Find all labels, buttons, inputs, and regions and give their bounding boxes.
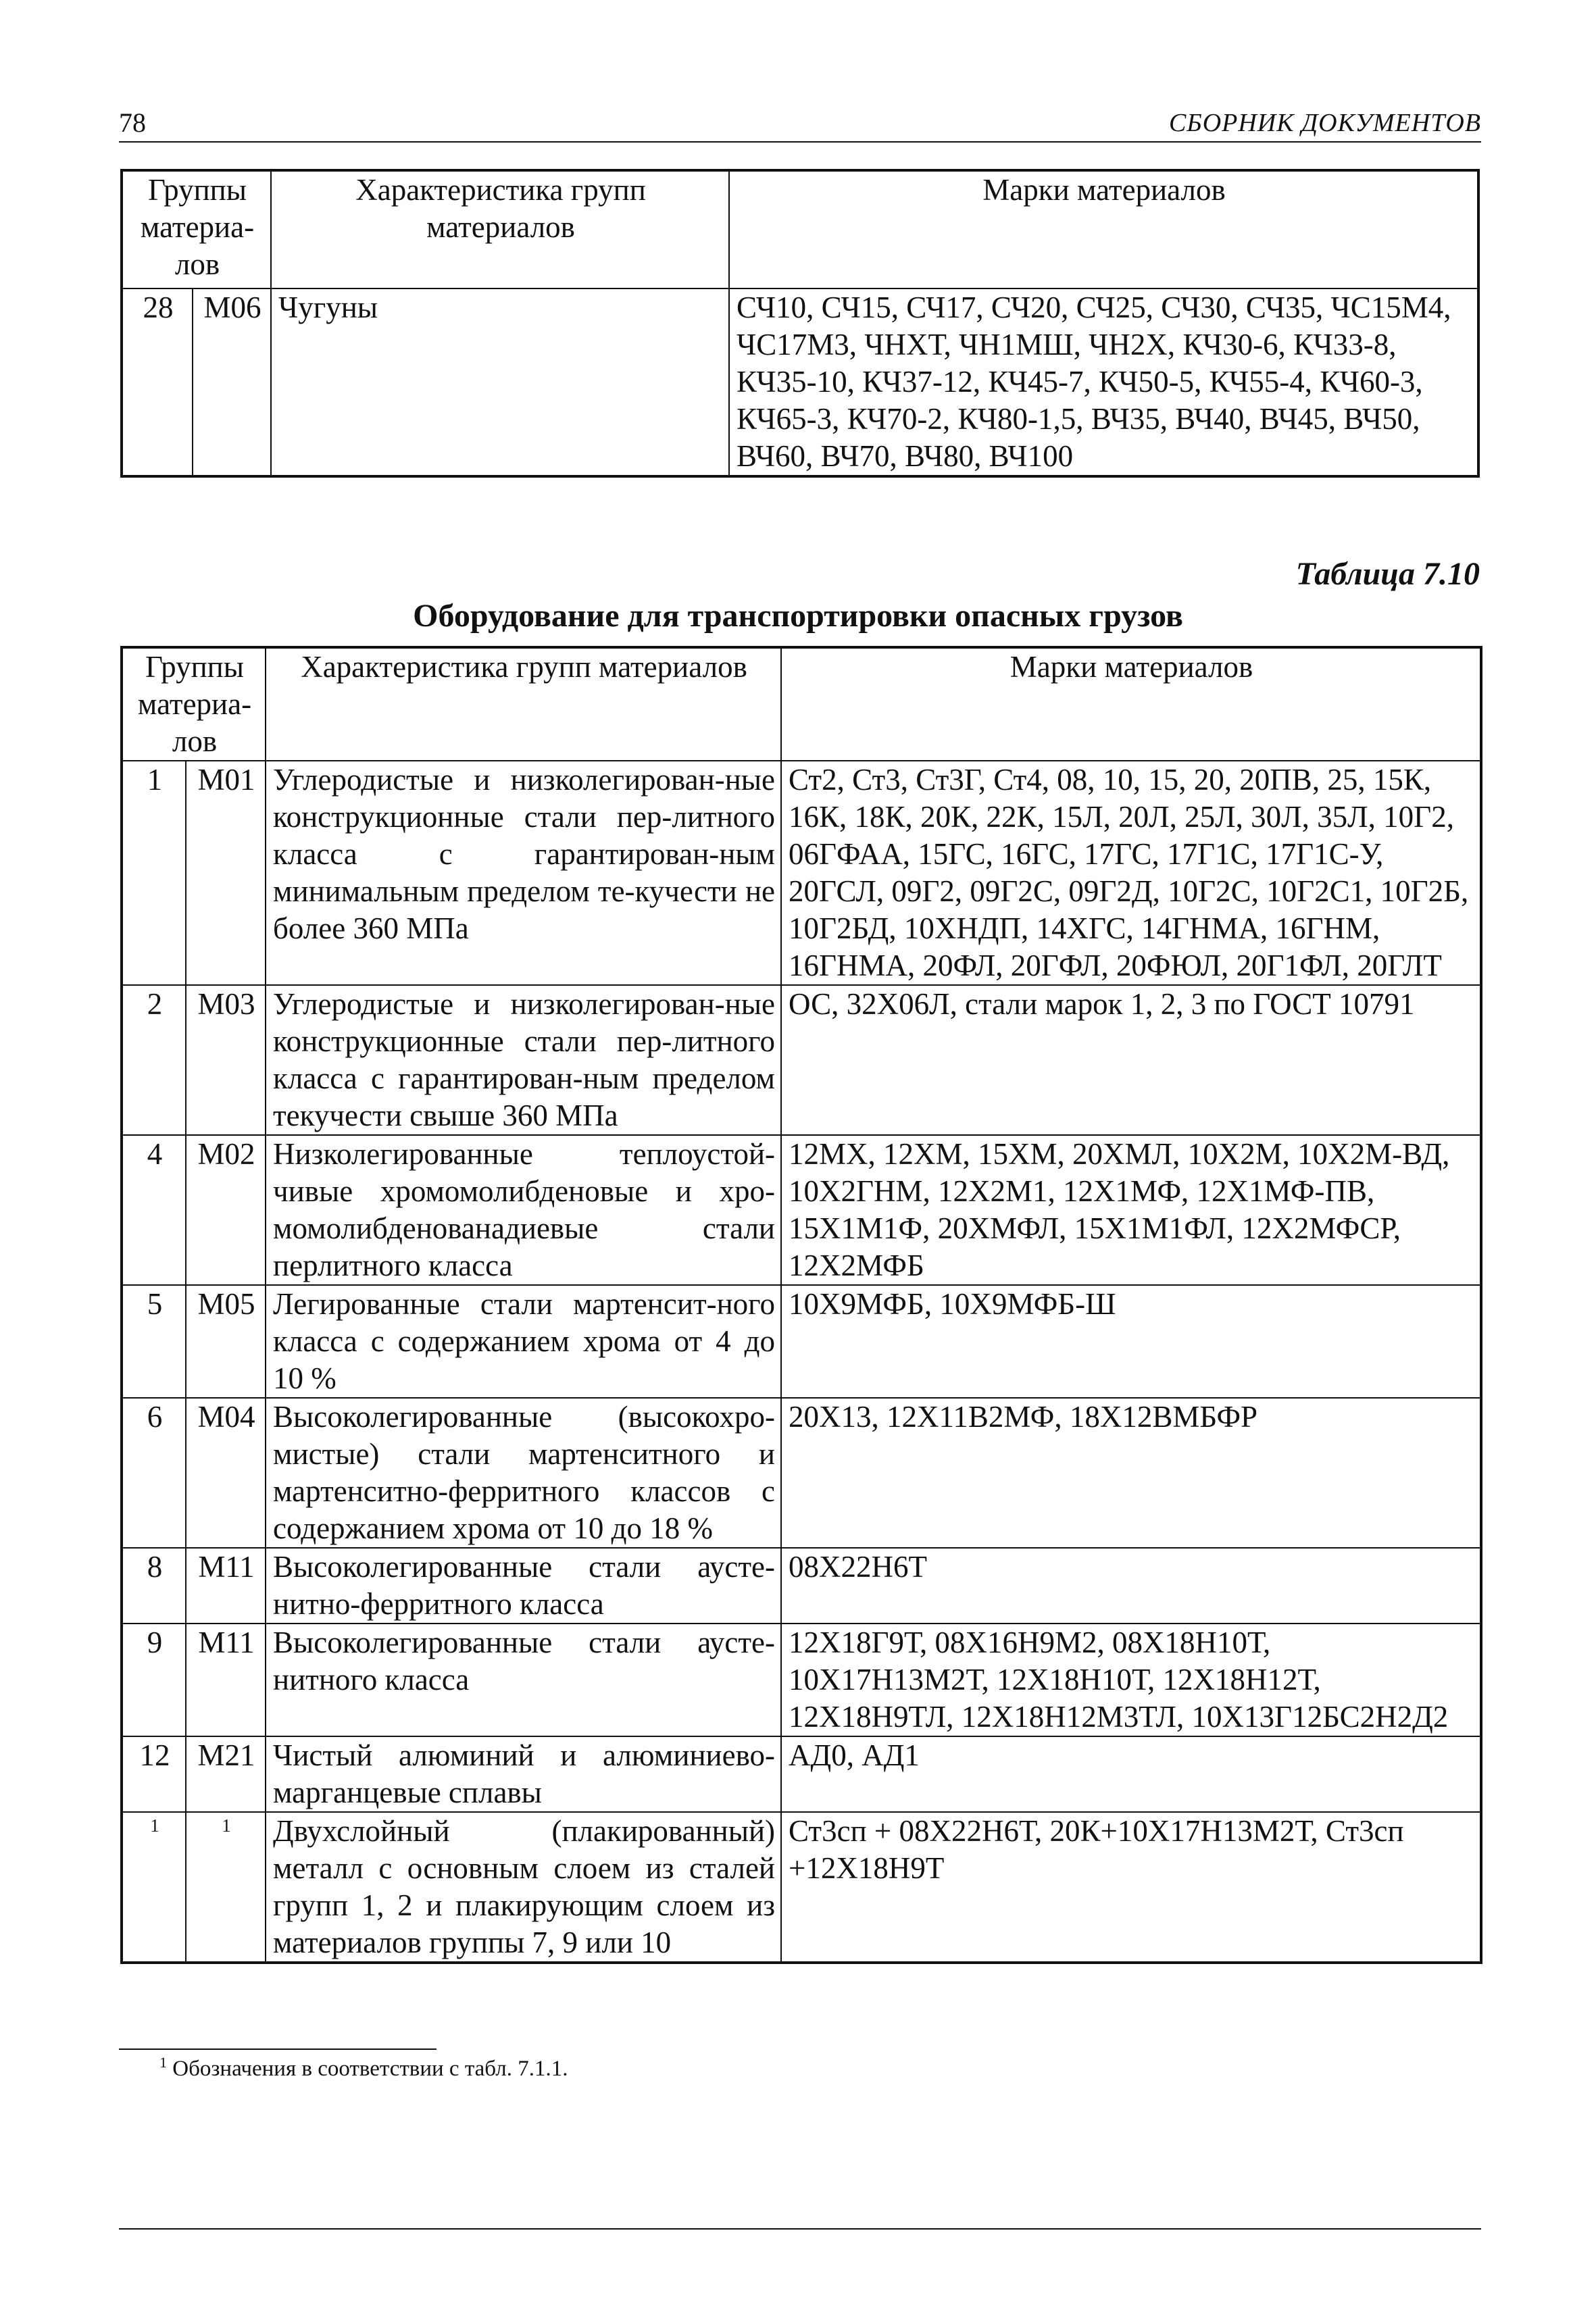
- group-number: 8: [122, 1548, 186, 1624]
- group-code: М11: [186, 1624, 266, 1736]
- group-characteristic: Высоколегированные стали аусте-нитно-ферритного класса: [266, 1548, 781, 1624]
- table-label: Таблица 7.10: [1295, 556, 1480, 592]
- group-code: М02: [186, 1135, 266, 1285]
- table-row: [122, 1624, 1481, 1736]
- footnote-text: Обозначения в соответствии с табл. 7.1.1.: [172, 2057, 568, 2081]
- header-grades: Марки материалов: [729, 170, 1478, 288]
- material-grades: 12Х18Г9Т, 08Х16Н9М2, 08Х18Н10Т, 10Х17Н13М2Т, 12Х18Н10Т, 12Х18Н12Т, 12Х18Н9ТЛ, 12Х18Н12М3ТЛ, 10Х13Г12БС2Н2Д2: [781, 1624, 1481, 1736]
- header-group: Группы материа-лов: [122, 170, 271, 288]
- group-characteristic: Углеродистые и низколегирован-ные конструкционные стали пер-литного класса с гарантирован-ным минимальным пределом те-кучести не более 360 МПа: [266, 761, 781, 985]
- material-grades: Ст2, Ст3, Ст3Г, Ст4, 08, 10, 15, 20, 20ПВ, 25, 15К, 16К, 18К, 20К, 22К, 15Л, 20Л, 25Л, 30Л, 35Л, 10Г2, 06ГФАА, 15ГС, 16ГС, 17ГС, 17Г1С, 17Г1С-У, 20ГСЛ, 09Г2, 09Г2С, 09Г2Д, 10Г2С, 10Г2С1, 10Г2Б, 10Г2БД, 10ХНДП, 14ХГС, 14ГНМА, 16ГНМ, 16ГНМА, 20ФЛ, 20ГФЛ, 20ФЮЛ, 20Г1ФЛ, 20ГЛТ: [781, 761, 1481, 985]
- table-row: [122, 288, 1478, 476]
- footnote-marker: 1: [159, 2054, 167, 2071]
- header-grades: Марки материалов: [781, 647, 1481, 761]
- group-number: 12: [122, 1736, 186, 1812]
- material-grades: 20Х13, 12Х11В2МФ, 18Х12ВМБФР: [781, 1398, 1481, 1548]
- group-characteristic: Чистый алюминий и алюминиево-марганцевые сплавы: [266, 1736, 781, 1812]
- bottom-rule: [119, 2228, 1481, 2230]
- material-grades: ОС, 32Х06Л, стали марок 1, 2, 3 по ГОСТ 10791: [781, 985, 1481, 1135]
- table-row: [122, 985, 1481, 1135]
- header-rule: [119, 141, 1481, 143]
- group-number: 6: [122, 1398, 186, 1548]
- footnote-marker: 1: [186, 1812, 266, 1963]
- material-grades: 10Х9МФБ, 10Х9МФБ-Ш: [781, 1285, 1481, 1398]
- group-code: М03: [186, 985, 266, 1135]
- group-code: М06: [193, 288, 271, 476]
- materials-table-continued: [120, 169, 1480, 478]
- table-row: [122, 1812, 1481, 1963]
- group-characteristic: Двухслойный (плакированный) металл с основным слоем из сталей групп 1, 2 и плакирующим слоем из материалов группы 7, 9 или 10: [266, 1812, 781, 1963]
- footnote-marker: 1: [122, 1812, 186, 1963]
- group-number: 5: [122, 1285, 186, 1398]
- group-code: М01: [186, 761, 266, 985]
- group-characteristic: Высоколегированные стали аусте-нитного класса: [266, 1624, 781, 1736]
- group-code: М05: [186, 1285, 266, 1398]
- page-number: 78: [119, 107, 146, 138]
- table-row: [122, 1135, 1481, 1285]
- table-row: [122, 1398, 1481, 1548]
- material-grades: 08Х22Н6Т: [781, 1548, 1481, 1624]
- hazardous-cargo-equipment-table: [120, 646, 1482, 1964]
- table-row: [122, 1548, 1481, 1624]
- footnote-rule: [119, 2048, 437, 2050]
- material-grades: СЧ10, СЧ15, СЧ17, СЧ20, СЧ25, СЧ30, СЧ35, ЧС15М4, ЧС17М3, ЧНХТ, ЧН1МШ, ЧН2Х, КЧ30-6, КЧ33-8, КЧ35-10, КЧ37-12, КЧ45-7, КЧ50-5, КЧ55-4, КЧ60-3, КЧ65-3, КЧ70-2, КЧ80-1,5, ВЧ35, ВЧ40, ВЧ45, ВЧ50, ВЧ60, ВЧ70, ВЧ80, ВЧ100: [729, 288, 1478, 476]
- table-row: [122, 1285, 1481, 1398]
- running-title: СБОРНИК ДОКУМЕНТОВ: [1168, 109, 1481, 137]
- group-characteristic: Низколегированные теплоустой-чивые хромомолибденовые и хро-момолибденованадиевые стали перлитного класса: [266, 1135, 781, 1285]
- table-header-row: [122, 170, 1478, 288]
- header-group: Группы материа-лов: [122, 647, 266, 761]
- material-grades: АД0, АД1: [781, 1736, 1481, 1812]
- group-code: М11: [186, 1548, 266, 1624]
- group-characteristic: Высоколегированные (высокохро-мистые) стали мартенситного и мартенситно-ферритного классов с содержанием хрома от 10 до 18 %: [266, 1398, 781, 1548]
- group-characteristic: Углеродистые и низколегирован-ные конструкционные стали пер-литного класса с гарантирован-ным пределом текучести свыше 360 МПа: [266, 985, 781, 1135]
- table-title: Оборудование для транспортировки опасных грузов: [413, 598, 1183, 634]
- group-number: 28: [122, 288, 193, 476]
- group-code: М04: [186, 1398, 266, 1548]
- group-number: 1: [122, 761, 186, 985]
- table-row: [122, 1736, 1481, 1812]
- material-grades: Ст3сп + 08Х22Н6Т, 20К+10Х17Н13М2Т, Ст3сп +12Х18Н9Т: [781, 1812, 1481, 1963]
- group-number: 9: [122, 1624, 186, 1736]
- table-row: [122, 761, 1481, 985]
- group-characteristic: Легированные стали мартенсит-ного класса с содержанием хрома от 4 до 10 %: [266, 1285, 781, 1398]
- group-code: М21: [186, 1736, 266, 1812]
- group-characteristic: Чугуны: [271, 288, 729, 476]
- group-number: 2: [122, 985, 186, 1135]
- header-characteristic: Характеристика групп материалов: [266, 647, 781, 761]
- group-number: 4: [122, 1135, 186, 1285]
- footnote: [159, 2054, 568, 2082]
- material-grades: 12МХ, 12ХМ, 15ХМ, 20ХМЛ, 10Х2М, 10Х2М-ВД, 10Х2ГНМ, 12Х2М1, 12Х1МФ, 12Х1МФ-ПВ, 15Х1М1Ф, 20ХМФЛ, 15Х1М1ФЛ, 12Х2МФСР, 12Х2МФБ: [781, 1135, 1481, 1285]
- header-characteristic: Характеристика групп материалов: [271, 170, 729, 288]
- table-header-row: [122, 647, 1481, 761]
